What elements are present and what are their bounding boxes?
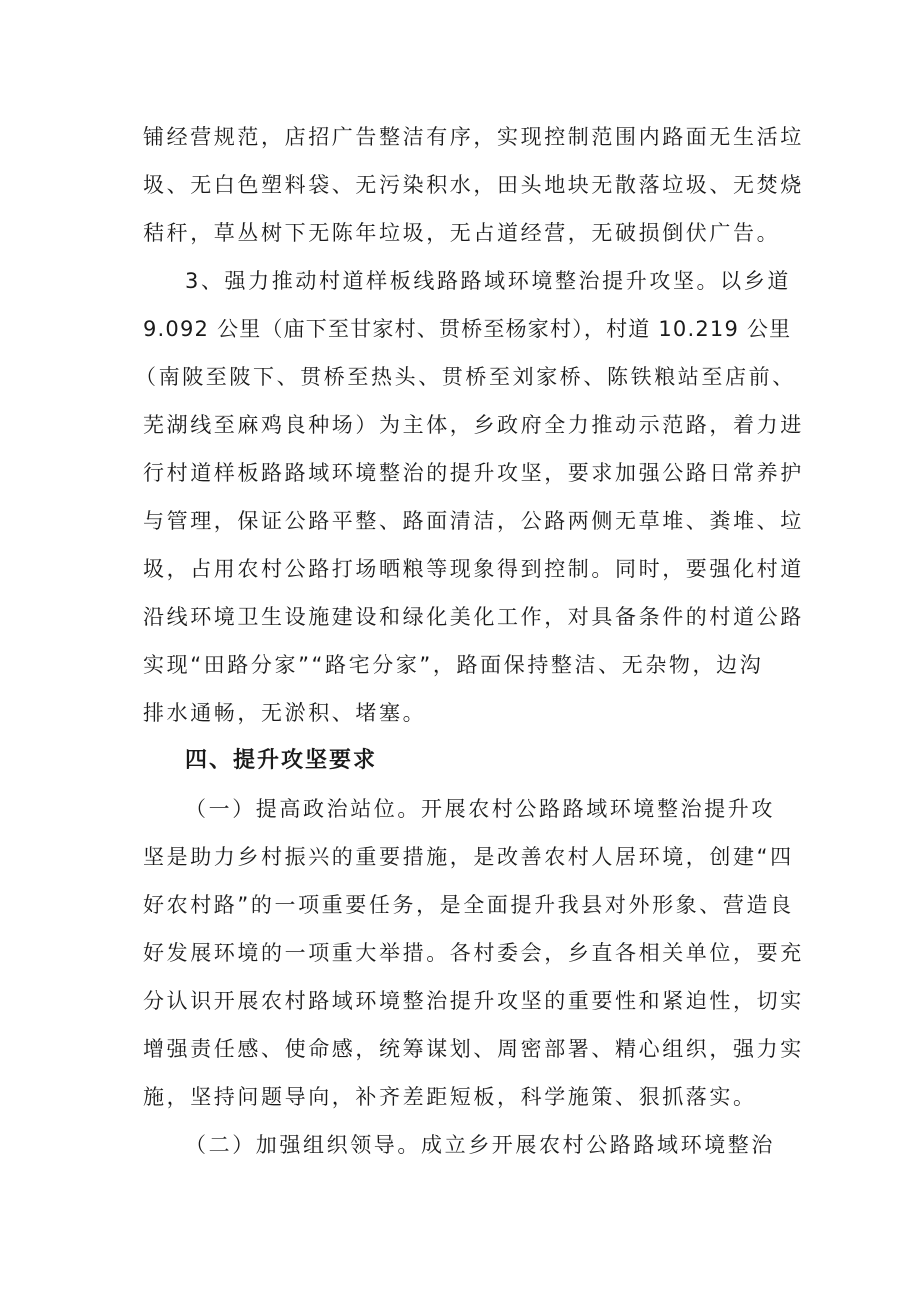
section-heading: 四、提升攻坚要求	[185, 748, 378, 773]
para1-line-2: 圾、无白色塑料袋、无污染积水，田头地块无散落垃圾、无焚烧	[143, 173, 804, 197]
para2-line-10: 排水通畅，无淤积、堵塞。	[143, 701, 427, 725]
para2-line-9: 实现“田路分家”“路宅分家”，路面保持整洁、无杂物，边沟	[143, 653, 764, 677]
para3-line-3: 好农村路”的一项重要任务，是全面提升我县对外形象、营造良	[143, 893, 794, 917]
para3-line-5: 分认识开展农村路域环境整治提升攻坚的重要性和紧迫性，切实	[143, 989, 804, 1013]
para2-line-1: 3、强力推动村道样板线路路域环境整治提升攻坚。以乡道	[185, 269, 791, 293]
para3-line-1: （一）提高政治站位。开展农村公路路域环境整治提升攻	[185, 797, 775, 821]
para1-line-1: 铺经营规范，店招广告整洁有序，实现控制范围内路面无生活垃	[143, 125, 804, 149]
document-body	[135, 0, 804, 1301]
para4-line-1: （二）加强组织领导。成立乡开展农村公路路域环境整治	[185, 1133, 775, 1157]
para3-line-6: 增强责任感、使命感，统筹谋划、周密部署、精心组织，强力实	[143, 1037, 804, 1061]
para2-line-2: 9.092 公里（庙下至甘家村、贯桥至杨家村），村道 10.219 公里	[143, 317, 792, 341]
para2-line-7: 圾，占用农村公路打场晒粮等现象得到控制。同时，要强化村道	[143, 557, 804, 581]
para3-line-7: 施，坚持问题导向，补齐差距短板，科学施策、狠抓落实。	[143, 1085, 757, 1109]
para2-line-3: （南陂至陂下、贯桥至热头、贯桥至刘家桥、陈铁粮站至店前、	[135, 365, 796, 389]
para2-line-4: 芜湖线至麻鸡良种场）为主体，乡政府全力推动示范路，着力进	[143, 413, 804, 437]
para1-line-3: 秸秆，草丛树下无陈年垃圾，无占道经营，无破损倒伏广告。	[143, 221, 781, 245]
para2-line-6: 与管理，保证公路平整、路面清洁，公路两侧无草堆、粪堆、垃	[143, 509, 804, 533]
para3-line-2: 坚是助力乡村振兴的重要措施，是改善农村人居环境，创建“四	[143, 845, 794, 869]
para2-line-8: 沿线环境卫生设施建设和绿化美化工作，对具备条件的村道公路	[143, 605, 804, 629]
para2-line-5: 行村道样板路路域环境整治的提升攻坚，要求加强公路日常养护	[143, 461, 804, 485]
para3-line-4: 好发展环境的一项重大举措。各村委会，乡直各相关单位，要充	[143, 941, 804, 965]
